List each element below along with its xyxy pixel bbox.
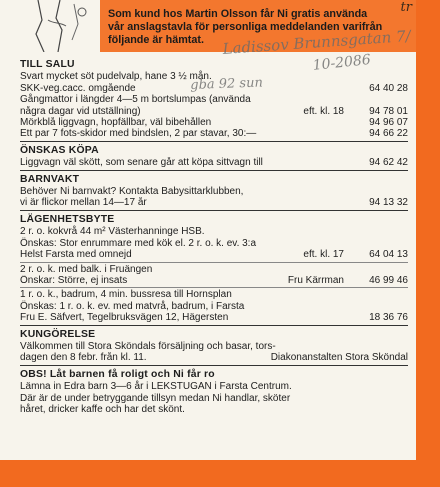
listing-line: 2 r. o. kokvrå 44 m² Västerhanninge HSB. <box>20 226 205 238</box>
listing-line: håret, dricker kaffe och har det skönt. <box>20 403 185 415</box>
listing-row <box>20 157 408 168</box>
listing-line: Lämna in Edra barn 3—6 år i LEKSTUGAN i Farsta Centrum. <box>20 381 292 393</box>
listing-row <box>20 83 408 94</box>
divider <box>20 262 408 263</box>
listing-row <box>20 249 408 260</box>
listing-text: Mörkblå liggvagn, hopfällbar, väl bibehållen <box>20 117 212 129</box>
listing-line: 1 r. o. k., badrum, 4 min. bussresa till Hornsplan <box>20 289 232 301</box>
intro-line: vår anslagstavla för personliga meddelanden varifrån <box>108 21 383 33</box>
listing-line: 2 r. o. k. med balk. i Fruängen <box>20 263 153 275</box>
listing-row <box>20 312 408 323</box>
handwritten-note: gba 92 sun <box>190 75 264 93</box>
listing-line: Svart mycket söt pudelvalp, hane 3 ½ mån. <box>20 71 212 83</box>
listing-row <box>20 197 408 208</box>
phone-number: 94 66 22 <box>369 128 408 140</box>
listing-row <box>20 128 408 139</box>
listing-line: Gångmattor i längder 4—5 m bortslumpas (använda <box>20 94 251 106</box>
listing-line: Behöver Ni barnvakt? Kontakta Babysittarklubben, <box>20 186 244 198</box>
phone-number: 46 99 46 <box>369 274 408 286</box>
listing-text: dagen den 8 febr. från kl. 11. <box>20 352 147 364</box>
phone-number: 18 36 76 <box>369 312 408 324</box>
section-title-obs: OBS! Låt barnen få roligt och Ni får ro <box>20 368 215 380</box>
listing-text: vi är flickor mellan 14—17 år <box>20 197 147 209</box>
listings <box>20 56 408 415</box>
listing-text: några dagar vid utställning) <box>20 105 141 117</box>
listing-row <box>20 117 408 128</box>
intro-line: Som kund hos Martin Olsson får Ni gratis använda <box>108 8 368 20</box>
listing-line: Önskas: 1 r. o. k. ev. med matvrå, badrum, i Farsta <box>20 300 245 312</box>
phone-number: 94 96 07 <box>369 117 408 129</box>
listing-text: Liggvagn väl skött, som senare går att köpa sittvagn till <box>20 157 263 169</box>
listing-text: SKK-veg.cacc. omgående <box>20 82 136 94</box>
section-title-barnvakt: BARNVAKT <box>20 173 80 185</box>
listing-row <box>20 275 408 286</box>
listing-organizer: Diakonanstalten Stora Sköndal <box>270 352 408 364</box>
listing-text: Fru E. Säfvert, Tegelbruksvägen 12, Hägersten <box>20 312 229 324</box>
intro-line: följande är hämtat. <box>108 34 204 46</box>
divider <box>20 287 408 288</box>
listing-text: Ett par 7 fots-skidor med bindslen, 2 par stavar, 30:— <box>20 128 257 140</box>
divider <box>20 210 408 211</box>
phone-number: 94 62 42 <box>369 157 408 169</box>
listing-time: eft. kl. 18 <box>303 105 344 117</box>
divider <box>20 141 408 142</box>
handwritten-address: Ladissov Brunnsgatan 7/ <box>222 26 412 58</box>
listing-row <box>20 106 408 117</box>
phone-number: 64 04 13 <box>369 249 408 261</box>
figure-illustration <box>20 0 100 52</box>
divider <box>20 170 408 171</box>
handwritten-corner-mark: tr <box>400 0 412 15</box>
divider <box>20 325 408 326</box>
section-title-onskas-kopa: ÖNSKAS KÖPA <box>20 144 99 156</box>
phone-number: 94 78 01 <box>369 105 408 117</box>
listing-line: Välkommen till Stora Sköndals försäljning och basar, tors- <box>20 340 276 352</box>
listing-text: Önskar: Större, ej insats <box>20 274 128 286</box>
phone-number: 94 13 32 <box>369 197 408 209</box>
phone-number: 64 40 28 <box>369 82 408 94</box>
divider <box>20 365 408 366</box>
listing-line: Önskas: Stor enrummare med kök el. 2 r. o. k. ev. 3:a <box>20 237 257 249</box>
section-title-lagenhetsbyte: LÄGENHETSBYTE <box>20 213 115 225</box>
handwritten-number: 10-2086 <box>312 51 372 74</box>
listing-time: eft. kl. 17 <box>303 249 344 261</box>
section-title-till-salu: TILL SALU <box>20 59 75 70</box>
listing-line: Där är de under betryggande tillsyn medan Ni handlar, sköter <box>20 392 291 404</box>
section-title-kungorelse: KUNGÖRELSE <box>20 328 96 340</box>
listing-row <box>20 352 408 363</box>
listing-contact: Fru Kärrman <box>287 274 344 286</box>
listing-text: Helst Farsta med omnejd <box>20 249 132 261</box>
